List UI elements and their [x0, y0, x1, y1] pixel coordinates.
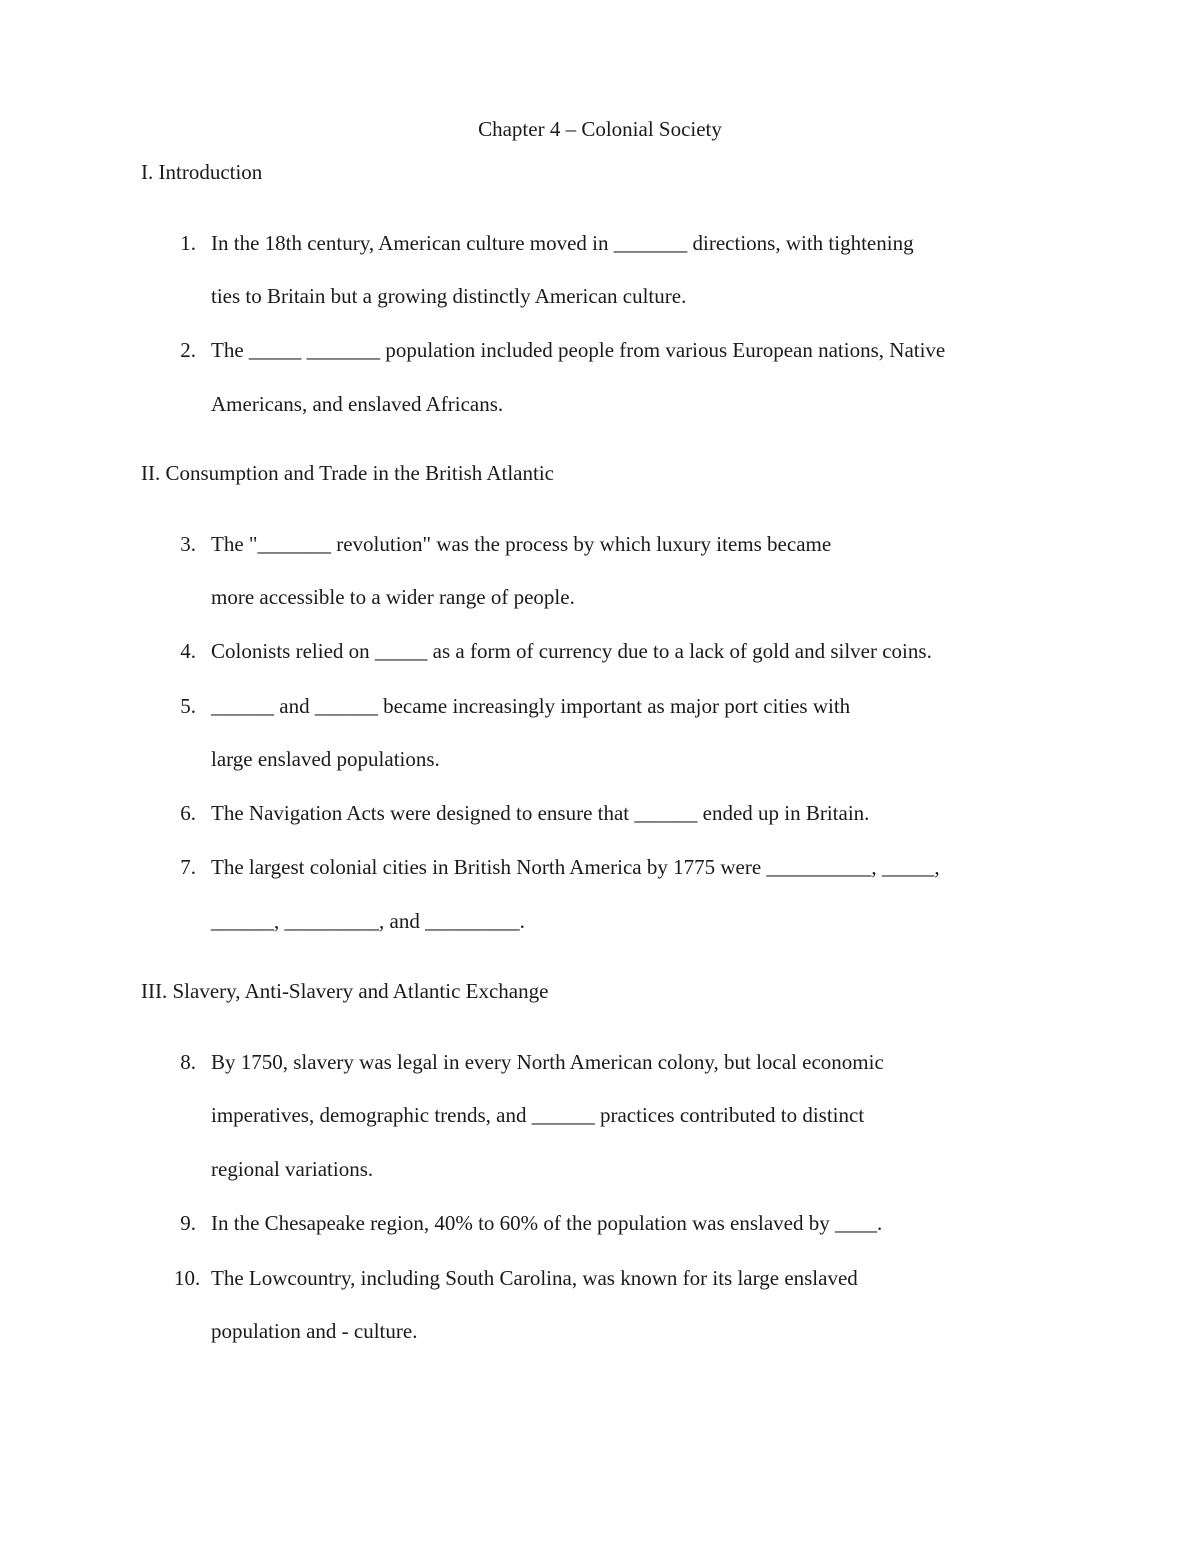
question-number: 3.: [180, 532, 196, 556]
question-line: The largest colonial cities in British North America by 1775 were __________, _____,: [211, 855, 940, 879]
question-line: The Lowcountry, including South Carolina, was known for its large enslaved: [211, 1266, 858, 1290]
question-line: regional variations.: [211, 1157, 374, 1181]
question-line: By 1750, slavery was legal in every North American colony, but local economic: [211, 1050, 884, 1074]
question-line: In the 18th century, American culture moved in _______ directions, with tightening: [211, 231, 914, 255]
section-heading-slavery: III. Slavery, Anti-Slavery and Atlantic Exchange: [141, 979, 549, 1003]
section-heading-consumption-trade: II. Consumption and Trade in the British Atlantic: [141, 461, 554, 485]
question-line: The Navigation Acts were designed to ensure that ______ ended up in Britain.: [211, 801, 870, 825]
question-line: ______ and ______ became increasingly important as major port cities with: [211, 694, 851, 718]
page-title: Chapter 4 – Colonial Society: [478, 117, 722, 141]
question-line: In the Chesapeake region, 40% to 60% of the population was enslaved by ____.: [211, 1211, 883, 1235]
question-number: 6.: [180, 801, 196, 825]
question-number: 5.: [180, 694, 196, 718]
question-number: 4.: [180, 639, 196, 663]
question-number: 10.: [174, 1266, 201, 1290]
question-line: population and - culture.: [211, 1319, 418, 1343]
question-line: imperatives, demographic trends, and ______ practices contributed to distinct: [211, 1103, 865, 1127]
question-line: large enslaved populations.: [211, 747, 440, 771]
question-number: 8.: [180, 1050, 196, 1074]
question-number: 9.: [180, 1211, 196, 1235]
question-number: 7.: [180, 855, 196, 879]
question-line: ties to Britain but a growing distinctly American culture.: [211, 284, 687, 308]
question-number: 2.: [180, 338, 196, 362]
question-line: Colonists relied on _____ as a form of currency due to a lack of gold and silver coins.: [211, 639, 932, 663]
section-heading-introduction: I. Introduction: [141, 160, 263, 184]
question-line: The "_______ revolution" was the process by which luxury items became: [211, 532, 832, 556]
question-line: more accessible to a wider range of people.: [211, 585, 575, 609]
question-line: Americans, and enslaved Africans.: [211, 392, 504, 416]
question-line: The _____ _______ population included people from various European nations, Native: [211, 338, 946, 362]
question-line: ______, _________, and _________.: [211, 909, 525, 933]
question-number: 1.: [180, 231, 196, 255]
